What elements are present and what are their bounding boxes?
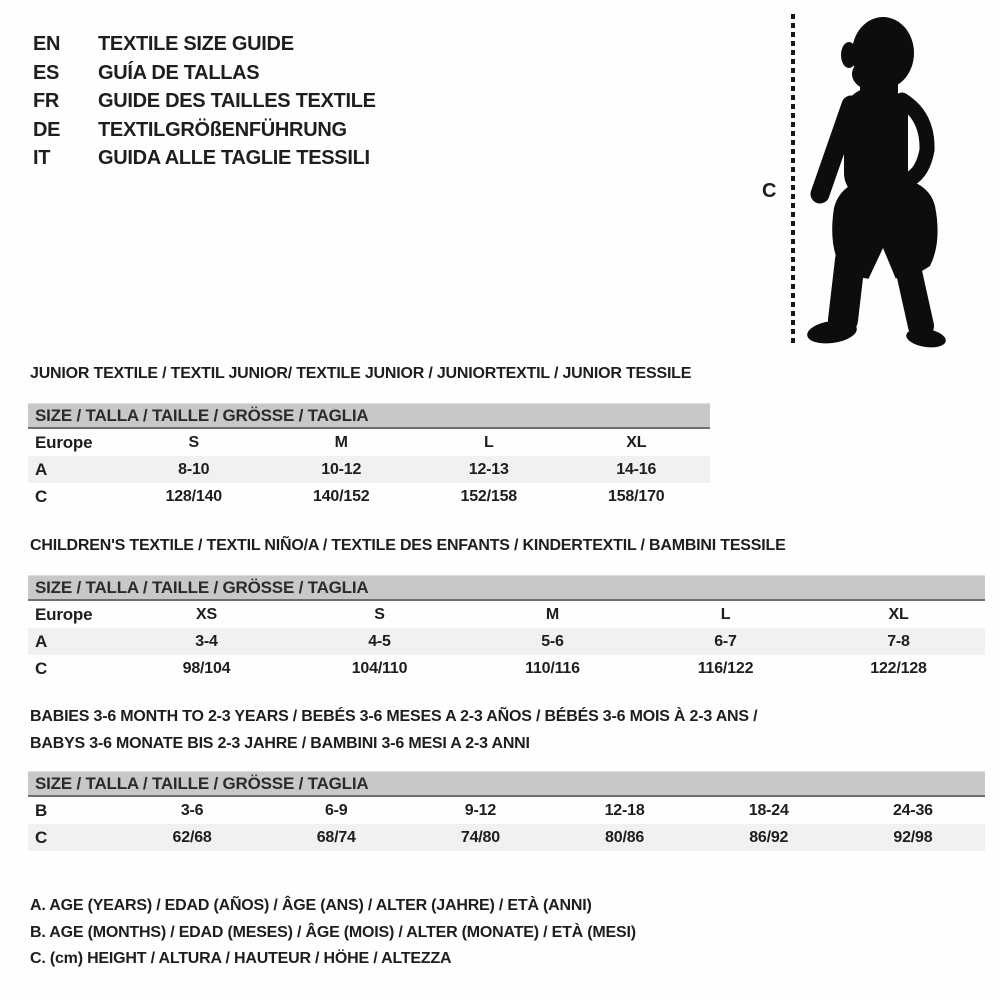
table-row [28,456,710,483]
lang-code: FR [33,90,60,113]
lang-code: ES [33,61,60,84]
title-line: CHILDREN'S TEXTILE / TEXTIL NIÑO/A / TEXTILE DES ENFANTS / KINDERTEXTIL / BAMBINI TESSILE [30,537,786,554]
lang-title: GUIDA ALLE TAGLIE TESSILI [98,147,370,170]
table-cell: 62/68 [172,829,212,846]
table-cell: 98/104 [182,660,231,677]
babies-table-section [28,703,985,851]
table-row [28,601,985,628]
size-header-bar: SIZE / TALLA / TAILLE / GRÖSSE / TAGLIA [28,575,985,601]
children-table-title [28,536,985,556]
row-label: C [35,487,48,506]
table-cell: 4-5 [368,633,391,650]
table-cell: 5-6 [541,633,564,650]
table-cell: 8-10 [178,461,210,478]
title-line: JUNIOR TEXTILE / TEXTIL JUNIOR/ TEXTILE JUNIOR / JUNIORTEXTIL / JUNIOR TESSILE [30,365,692,382]
table-cell: 12-13 [468,461,509,478]
height-measure-label: C [762,180,777,202]
height-dotted-line [791,14,795,344]
table-cell: 122/128 [870,660,927,677]
lang-title: TEXTILGRÖßENFÜHRUNG [98,118,347,141]
lang-row-es [33,59,376,88]
lang-row-en [33,30,376,59]
table-row [28,628,985,655]
row-label: B [35,801,48,820]
lang-code: EN [33,33,61,55]
table-row [28,824,985,851]
table-cell: 12-18 [604,802,645,819]
row-label: C [35,659,48,678]
footnote-b: B. AGE (MONTHS) / EDAD (MESES) / ÂGE (MOIS) / ALTER (MONATE) / ETÀ (MESI) [30,923,636,941]
lang-row-it [33,144,376,173]
table-cell: 92/98 [893,829,933,846]
row-label: A [35,460,48,479]
table-cell: 158/170 [608,488,665,505]
table-cell: 68/74 [316,829,356,846]
table-cell: 7-8 [887,633,910,650]
lang-title: GUÍA DE TALLAS [98,61,260,84]
table-row [28,429,710,456]
title-line: BABIES 3-6 MONTH TO 2-3 YEARS / BEBÉS 3-6 MESES A 2-3 AÑOS / BÉBÉS 3-6 MOIS À 2-3 ANS / [30,708,758,725]
table-cell: 24-36 [892,802,933,819]
table-cell: 3-4 [195,633,218,650]
row-label: C [35,828,48,847]
table-cell: 128/140 [165,488,222,505]
lang-title: GUIDE DES TAILLES TEXTILE [98,90,376,113]
children-table-section [28,536,985,682]
junior-table-section [28,364,710,510]
table-cell: 140/152 [313,488,370,505]
footnotes [30,893,636,973]
lang-code: DE [33,118,61,141]
table-cell: S [188,434,199,451]
lang-title: TEXTILE SIZE GUIDE [98,33,294,55]
children-table-rows [28,601,985,682]
row-label: A [35,632,48,651]
table-row [28,655,985,682]
table-cell: 80/86 [605,829,645,846]
title-line: BABYS 3-6 MONATE BIS 2-3 JAHRE / BAMBINI 3-6 MESI A 2-3 ANNI [30,735,530,752]
table-cell: L [483,434,494,451]
table-cell: XL [626,434,647,451]
table-cell: 3-6 [180,802,204,819]
size-header-bar: SIZE / TALLA / TAILLE / GRÖSSE / TAGLIA [28,771,985,797]
footnote-a: A. AGE (YEARS) / EDAD (AÑOS) / ÂGE (ANS) / ALTER (JAHRE) / ETÀ (ANNI) [30,897,592,914]
table-cell: XL [888,606,909,623]
lang-row-de [33,116,376,145]
table-row [28,483,710,510]
size-header-bar: SIZE / TALLA / TAILLE / GRÖSSE / TAGLIA [28,403,710,429]
table-cell: 9-12 [464,802,497,819]
row-label: Europe [35,433,93,452]
table-cell: 152/158 [460,488,517,505]
lang-code: IT [33,147,51,170]
babies-table-title [28,703,985,757]
table-cell: 104/110 [351,660,408,677]
table-cell: 110/116 [525,660,580,677]
junior-table-title [28,364,710,384]
table-cell: 14-16 [616,461,657,478]
table-cell: 74/80 [460,829,500,846]
table-row [28,797,985,824]
footnote-c: C. (cm) HEIGHT / ALTURA / HAUTEUR / HÖHE / ALTEZZA [30,950,452,967]
table-cell: 116/122 [697,660,754,677]
table-cell: XS [196,606,217,623]
junior-table-rows [28,429,710,510]
row-label: Europe [35,605,93,624]
table-cell: M [334,434,348,451]
table-cell: 18-24 [748,802,789,819]
toddler-silhouette-icon [800,8,952,348]
table-cell: S [374,606,385,623]
language-title-list [33,30,376,173]
table-cell: 6-7 [714,633,737,650]
table-cell: M [545,606,560,623]
table-cell: L [720,606,731,623]
babies-table-rows [28,797,985,851]
lang-row-fr [33,87,376,116]
table-cell: 6-9 [324,802,348,819]
table-cell: 86/92 [749,829,789,846]
table-cell: 10-12 [321,461,362,478]
